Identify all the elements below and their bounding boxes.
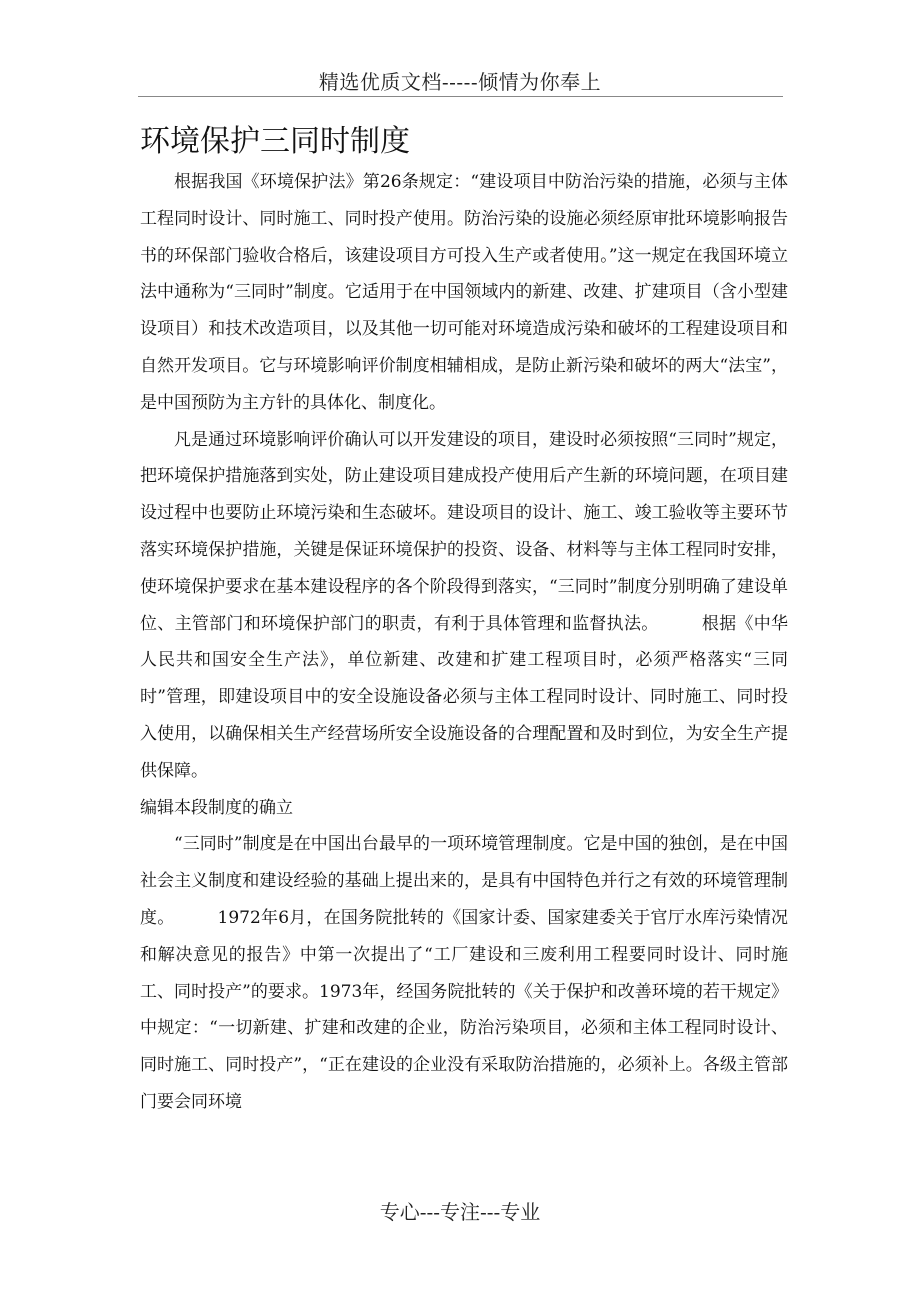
paragraph-3: “三同时”制度是在中国出台最早的一项环境管理制度。它是中国的独创，是在中国社会主义制度和建设经验的基础上提出来的，是具有中国特色并行之有效的环境管理制度。 1972年6月，在国务院批转的《国家计委、国家建委关于官厅水库污染情况和解决意见的报告》中第一次提出了“工厂建设和三废利用工程要同时设计、同时施工、同时投产”的要求。1973年，经国务院批转的《关于保护和改善环境的若干规定》中规定：“一切新建、扩建和改建的企业，防治污染项目，必须和主体工程同时设计、同时施工、同时投产”，“正在建设的企业没有采取防治措施的，必须补上。各级主管部门要会同环境 <box>140 834 788 1112</box>
paragraph-1: 根据我国《环境保护法》第26条规定：“建设项目中防治污染的措施，必须与主体工程同时设计、同时施工、同时投产使用。防治污染的设施必须经原审批环境影响报告书的环保部门验收合格后，该建设项目方可投入生产或者使用。”这一规定在我国环境立法中通称为“三同时”制度。它适用于在中国领域内的新建、改建、扩建项目（含小型建设项目）和技术改造项目，以及其他一切可能对环境造成污染和破坏的工程建设项目和自然开发项目。它与环境影响评价制度相辅相成，是防止新污染和破坏的两大“法宝”，是中国预防为主方针的具体化、制度化。 <box>140 172 788 413</box>
header-divider <box>138 96 783 97</box>
paragraph-2: 凡是通过环境影响评价确认可以开发建设的项目，建设时必须按照“三同时”规定，把环境保护措施落到实处，防止建设项目建成投产使用后产生新的环境问题，在项目建设过程中也要防止环境污染和生态破坏。建设项目的设计、施工、竣工验收等主要环节落实环境保护措施，关键是保证环境保护的投资、设备、材料等与主体工程同时安排，使环境保护要求在基本建设程序的各个阶段得到落实，“三同时”制度分别明确了建设单位、主管部门和环境保护部门的职责，有利于具体管理和监督执法。 根据《中华人民共和国安全生产法》，单位新建、改建和扩建工程项目时，必须严格落实“三同时”管理，即建设项目中的安全设施设备必须与主体工程同时设计、同时施工、同时投入使用，以确保相关生产经营场所安全设施设备的合理配置和及时到位，为安全生产提供保障。 <box>140 429 788 781</box>
page-footer: 专心---专注---专业 <box>379 1200 541 1224</box>
page-header: 精选优质文档-----倾情为你奉上 <box>318 70 602 94</box>
section-heading: 编辑本段制度的确立 <box>140 797 293 818</box>
document-title: 环境保护三同时制度 <box>140 124 410 159</box>
document-body <box>140 164 788 1121</box>
